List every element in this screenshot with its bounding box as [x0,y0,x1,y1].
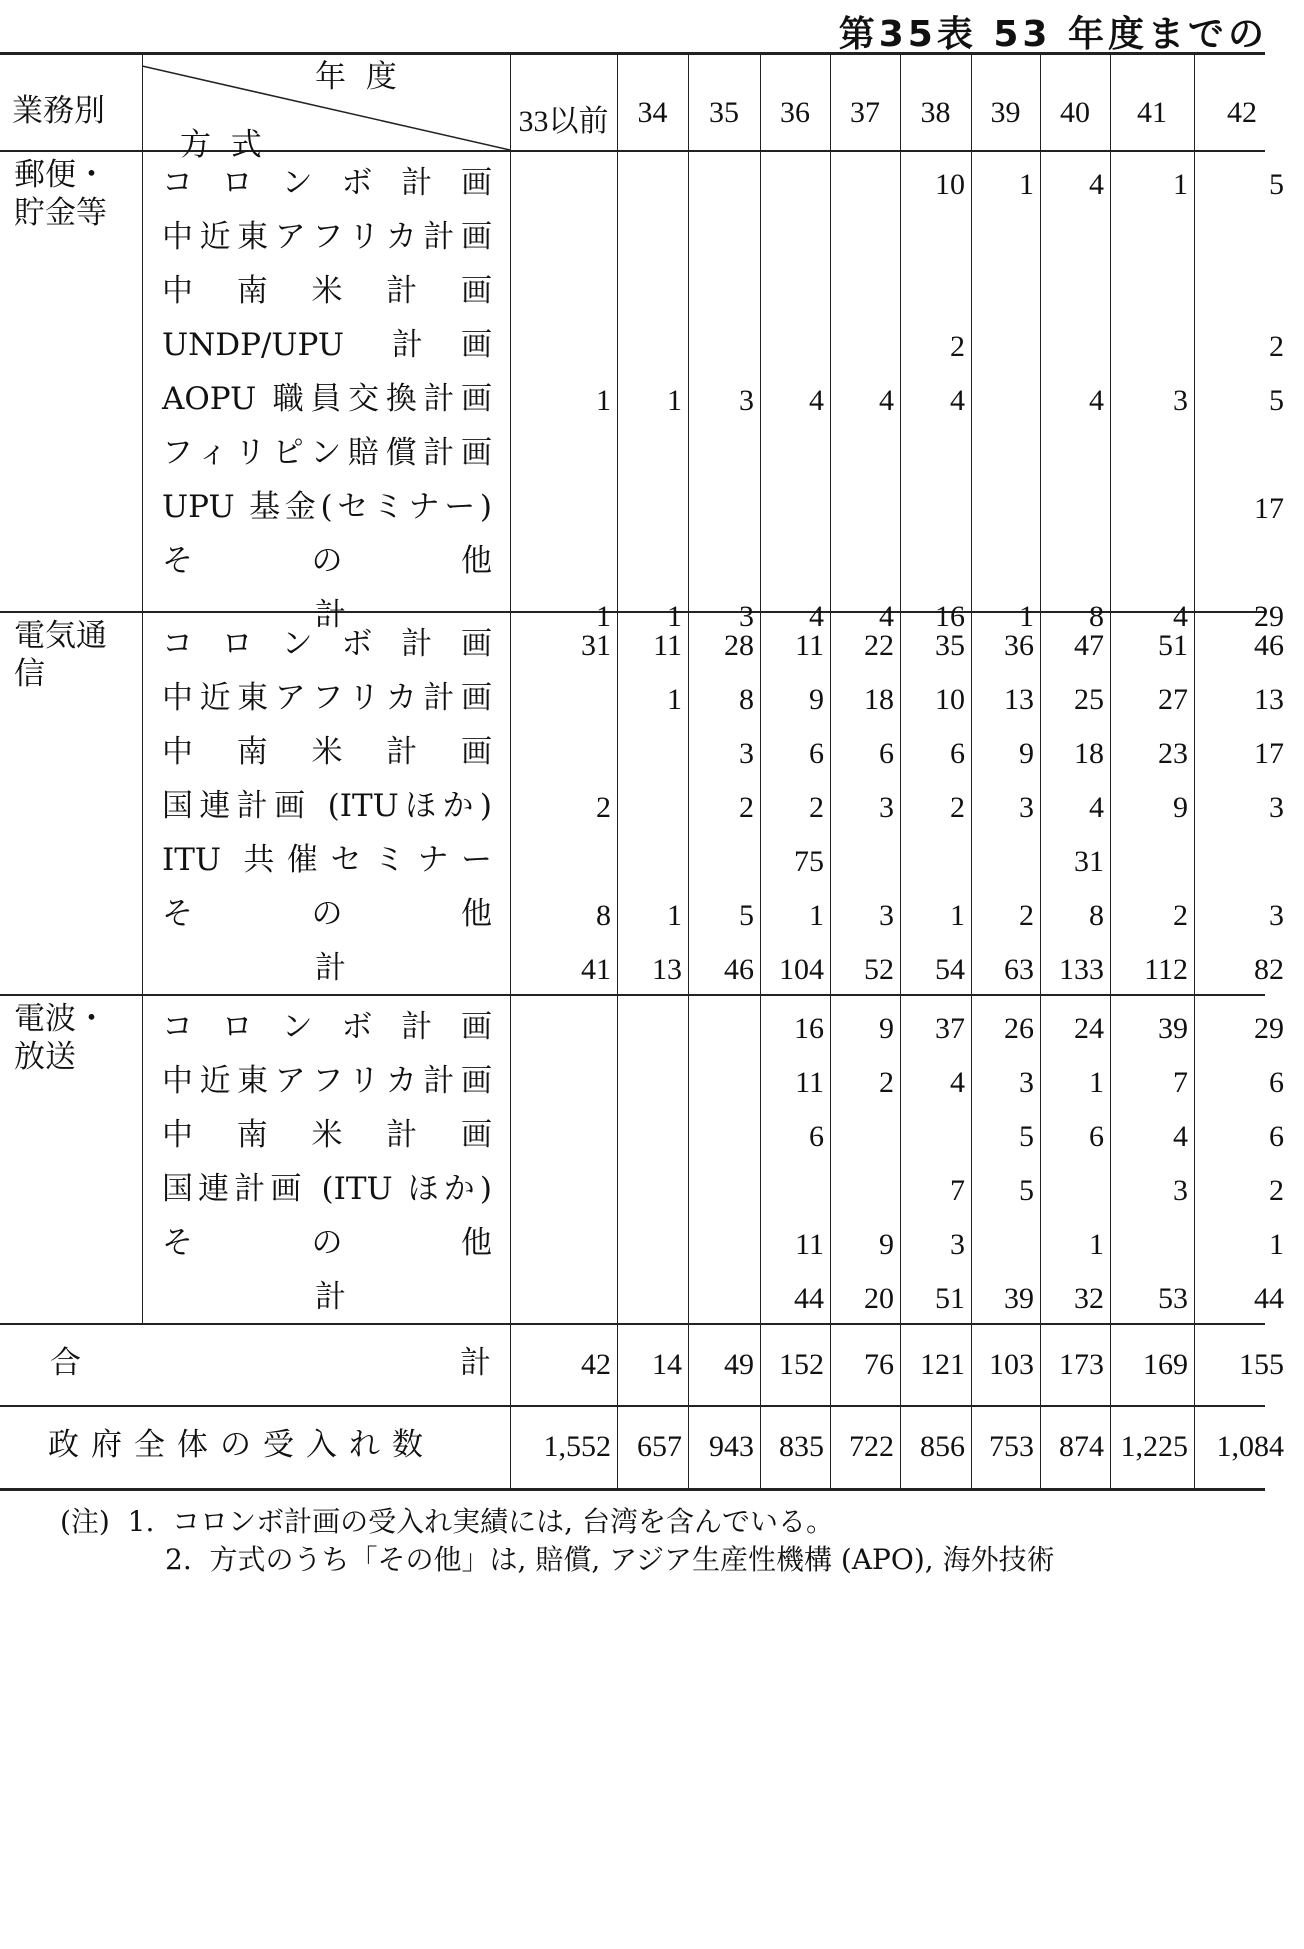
method-label: 中近東アフリカ計画 [162,1063,492,1099]
table-row-value: 82 [1254,953,1284,986]
table-row-value: 23 [1158,737,1188,770]
table-row-value: 6 [1269,1120,1284,1153]
table-row-value: 1 [950,899,965,932]
table-row-value: 1 [667,899,682,932]
gov-total-row-value: 1,225 [1120,1430,1188,1463]
method-label: ITU 共催セミナー [162,842,492,878]
table-row-value: 46 [724,953,754,986]
section-label: 電気通 信 [14,618,107,692]
table-row-value: 2 [1269,1174,1284,1207]
table-row-value: 6 [879,737,894,770]
table-row-value: 8 [739,683,754,716]
table-row-value: 112 [1144,953,1188,986]
table-row-value: 9 [879,1012,894,1045]
table-row-value: 75 [794,845,824,878]
table-row-value: 3 [1173,1174,1188,1207]
total-row-value: 49 [724,1348,754,1381]
total-label-left: 合 [50,1345,81,1381]
method-label: UNDP/UPU 計画 [162,327,492,363]
table-row-value: 16 [935,600,965,633]
method-label: コロンボ計画 [162,165,492,201]
table-row-value: 54 [935,953,965,986]
table-row-value: 3 [1269,899,1284,932]
section-rule-2 [0,994,1265,996]
method-label: コロンボ計画 [162,1009,492,1045]
col-divider-36 [760,52,761,1488]
year-header: 34 [637,96,668,129]
total-row-value: 42 [581,1348,611,1381]
note-2: 2. 方式のうち「その他」は, 賠償, アジア生産性機構 (APO), 海外技術 [165,1543,1055,1576]
table-row-value: 1 [667,683,682,716]
table-row-value: 2 [950,791,965,824]
table-row-value: 11 [653,629,682,662]
method-label: 計 [315,1279,346,1315]
section-label: 郵便・ 貯金等 [14,157,107,231]
method-label: AOPU 職員交換計画 [162,381,492,417]
table-row-value: 4 [1089,384,1104,417]
table-row-value: 11 [795,629,824,662]
method-label: 国連計画 (ITU ほか) [162,1171,492,1207]
gov-total-label: 政府全体の受入れ数 [48,1427,435,1463]
table-row-value: 18 [1074,737,1104,770]
table-row-value: 11 [795,1066,824,1099]
gov-total-row-value: 835 [779,1430,824,1463]
table-row-value: 4 [1089,168,1104,201]
table-row-value: 4 [950,1066,965,1099]
table-row-value: 31 [1074,845,1104,878]
table-row-value: 104 [779,953,824,986]
year-header: 38 [920,96,951,129]
table-row-value: 28 [724,629,754,662]
table-row-value: 8 [1089,600,1104,633]
gov-total-row-value: 1,552 [543,1430,611,1463]
table-row-value: 3 [739,600,754,633]
table-row-value: 2 [809,791,824,824]
table-row-value: 1 [809,899,824,932]
table-row-value: 13 [652,953,682,986]
total-row-value: 14 [652,1348,682,1381]
col-divider-34 [617,52,618,1488]
table-row-value: 5 [1269,168,1284,201]
table-row-value: 35 [935,629,965,662]
method-label: 国連計画 (ITUほか) [162,788,492,824]
table-row-value: 3 [879,899,894,932]
gov-total-row-value: 722 [849,1430,894,1463]
bottom-rule [0,1488,1265,1491]
table-row-value: 8 [596,899,611,932]
table-row-value: 2 [1269,330,1284,363]
table-row-value: 13 [1004,683,1034,716]
year-header: 33以前 [518,105,609,138]
header-year: 年 度 [315,59,397,95]
table-row-value: 11 [795,1228,824,1261]
table-row-value: 5 [1019,1120,1034,1153]
table-row-value: 1 [596,384,611,417]
table-row-value: 44 [794,1282,824,1315]
year-header: 41 [1137,96,1167,129]
table-row-value: 18 [864,683,894,716]
table-row-value: 2 [1173,899,1188,932]
header-business: 業務別 [12,93,105,129]
table-row-value: 6 [809,737,824,770]
total-row-value: 173 [1059,1348,1104,1381]
table-row-value: 9 [879,1228,894,1261]
table-row-value: 1 [1089,1066,1104,1099]
table-row-value: 1 [1269,1228,1284,1261]
gov-total-row-value: 874 [1059,1430,1104,1463]
table-row-value: 17 [1254,737,1284,770]
col-divider-38 [900,52,901,1488]
table-row-value: 20 [864,1282,894,1315]
table-row-value: 4 [950,384,965,417]
col-divider-39 [971,52,972,1488]
table-row-value: 1 [1019,600,1034,633]
table-row-value: 3 [879,791,894,824]
year-header: 35 [709,96,739,129]
table-row-value: 32 [1074,1282,1104,1315]
method-label: UPU 基金(セミナー) [162,489,492,525]
col-divider-40 [1040,52,1041,1488]
table-row-value: 24 [1074,1012,1104,1045]
method-label: 計 [315,950,346,986]
table-row-value: 31 [581,629,611,662]
table-row-value: 36 [1004,629,1034,662]
table-row-value: 3 [950,1228,965,1261]
table-row-value: 4 [1173,600,1188,633]
gov-total-row-value: 856 [920,1430,965,1463]
col-divider-37 [830,52,831,1488]
table-row-value: 4 [879,600,894,633]
gov-rule [0,1405,1265,1407]
table-row-value: 2 [879,1066,894,1099]
table-row-value: 5 [1019,1174,1034,1207]
table-row-value: 47 [1074,629,1104,662]
col-divider-41 [1110,52,1111,1488]
table-row-value: 46 [1254,629,1284,662]
table-row-value: 3 [739,737,754,770]
table-row-value: 10 [935,168,965,201]
table-row-value: 10 [935,683,965,716]
total-row-value: 169 [1143,1348,1188,1381]
table-row-value: 6 [1269,1066,1284,1099]
gov-total-row-value: 657 [637,1430,682,1463]
method-label: 中南米計画 [162,734,492,770]
table-row-value: 27 [1158,683,1188,716]
gov-total-row-value: 753 [989,1430,1034,1463]
table-row-value: 52 [864,953,894,986]
table-row-value: 3 [1269,791,1284,824]
table-row-value: 2 [1019,899,1034,932]
total-rule [0,1323,1265,1325]
year-header: 42 [1227,96,1257,129]
table-row-value: 2 [950,330,965,363]
table-row-value: 4 [809,600,824,633]
table-row-value: 17 [1254,492,1284,525]
table-row-value: 9 [1173,791,1188,824]
table-row-value: 13 [1254,683,1284,716]
table-row-value: 41 [581,953,611,986]
col-divider-35 [688,52,689,1488]
year-header: 37 [850,96,880,129]
gov-total-row-value: 1,084 [1216,1430,1284,1463]
year-header: 39 [990,96,1021,129]
table-row-value: 26 [1004,1012,1034,1045]
table-row-value: 25 [1074,683,1104,716]
table-row-value: 3 [739,384,754,417]
table-row-value: 1 [1173,168,1188,201]
table-row-value: 29 [1254,1012,1284,1045]
table-row-value: 1 [1019,168,1034,201]
table-row-value: 3 [1173,384,1188,417]
col-divider-method [510,52,511,1488]
method-label: 中近東アフリカ計画 [162,680,492,716]
total-row-value: 121 [920,1348,965,1381]
table-row-value: 1 [596,600,611,633]
table-row-value: 9 [809,683,824,716]
table-row-value: 6 [809,1120,824,1153]
table-row-value: 2 [596,791,611,824]
table-row-value: 39 [1158,1012,1188,1045]
method-label: コロンボ計画 [162,626,492,662]
note-1: (注) 1. コロンボ計画の受入れ実績には, 台湾を含んでいる。 [60,1505,834,1538]
table-row-value: 3 [1019,1066,1034,1099]
table-row-value: 16 [794,1012,824,1045]
table-row-value: 6 [950,737,965,770]
header-method: 方 式 [180,127,262,163]
method-label: 中南米計画 [162,1117,492,1153]
table-row-value: 29 [1254,600,1284,633]
section-label: 電波・ 放送 [14,1001,107,1075]
table-row-value: 51 [1158,629,1188,662]
total-row-value: 152 [779,1348,824,1381]
col-divider-42 [1194,52,1195,1488]
table-row-value: 7 [1173,1066,1188,1099]
table-row-value: 51 [935,1282,965,1315]
total-row-value: 155 [1239,1348,1284,1381]
table-row-value: 44 [1254,1282,1284,1315]
table-row-value: 39 [1004,1282,1034,1315]
table-row-value: 4 [1173,1120,1188,1153]
table-row-value: 133 [1059,953,1104,986]
method-label: その他 [162,1225,492,1261]
total-label-right: 計 [460,1345,491,1381]
gov-total-row-value: 943 [709,1430,754,1463]
table-row-value: 9 [1019,737,1034,770]
table-row-value: 4 [1089,791,1104,824]
table-row-value: 7 [950,1174,965,1207]
table-title: 第35表 53 年度までの [838,14,1268,55]
total-row-value: 103 [989,1348,1034,1381]
method-label: 中近東アフリカ計画 [162,219,492,255]
col-divider-business [142,52,143,1323]
table-row-value: 1 [1089,1228,1104,1261]
table-row-value: 22 [864,629,894,662]
total-row-value: 76 [864,1348,894,1381]
method-label: 計 [315,597,346,633]
table-row-value: 1 [667,384,682,417]
table-row-value: 3 [1019,791,1034,824]
method-label: その他 [162,543,492,579]
table-row-value: 53 [1158,1282,1188,1315]
table-row-value: 37 [935,1012,965,1045]
table-row-value: 63 [1004,953,1034,986]
year-header: 40 [1060,96,1090,129]
method-label: フィリピン賠償計画 [162,435,492,471]
table-row-value: 4 [879,384,894,417]
method-label: その他 [162,896,492,932]
table-row-value: 5 [1269,384,1284,417]
table-row-value: 1 [667,600,682,633]
table-row-value: 5 [739,899,754,932]
table-row-value: 2 [739,791,754,824]
table-row-value: 4 [809,384,824,417]
table-row-value: 8 [1089,899,1104,932]
table-row-value: 6 [1089,1120,1104,1153]
year-header: 36 [780,96,810,129]
method-label: 中南米計画 [162,273,492,309]
